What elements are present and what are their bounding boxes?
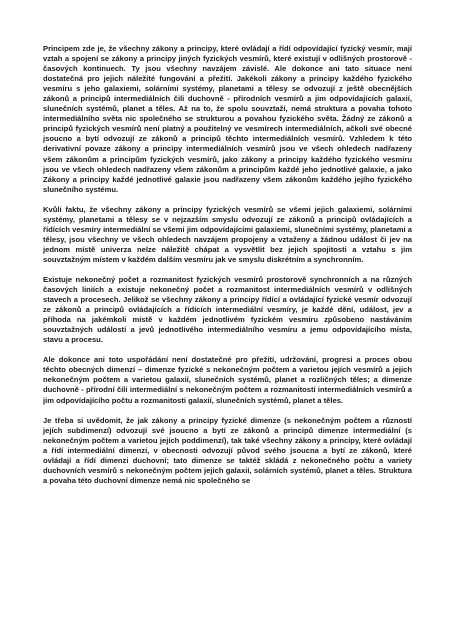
paragraph-1: Principem zde je, že všechny zákony a principy, které ovládají a řídí odpovídající fyzický vesmír, mají vztah a spojení se zákony a principy jiných fyzických vesmírů, které existují v odlišných prostorově - časových kontinuech. Ty jsou všechny navzájem závislé. Ale dokonce ani tato situace není dostatečná pro jejich náležité fungování a přežití. Jakékoli zákony a principy každého fyzického vesmíru s jeho galaxiemi, solárními systémy, planetami a tělesy se odvozují z ještě obecnějších zákonů a principů intermediálních čili duchovně - přírodních vesmírů a jim odpovídajících galaxií, slunečních systémů, planet a těles. Až na to, že spolu souvztaží, nemá struktura a povaha tohoto intermediálního světa nic společného se strukturou a povahou fyzického světa. Žádný ze zákonů a principů fyzických vesmírů není platný a použitelný ve vesmírech intermediálních, ačkoli své obecné jsoucno a bytí odvozují ze zákonů a principů těchto intermediálních vesmírů. Vzhledem k této derivativní povaze zákony a principy intermediálních vesmírů jsou ve všech ohledech nadřazeny všem zákonům a principům fyzických vesmírů, jako zákony a principy každého fyzického vesmíru jsou ve všech ohledech nadřazeny všem zákonům a principům každé jeho jednotlivé galaxie, a jako Zákony a principy každé jednotlivé galaxie jsou nadřazeny všem zákonům každého jejího fyzického slunečního systému. [43, 44, 412, 194]
paragraph-5: Je třeba si uvědomit, že jak zákony a principy fyzické dimenze (s nekonečným počtem a růzností jejích subdimenzí) odvozují své jsoucno a bytí ze zákonů a principů dimenze intermediální (s nekonečným počtem a varietou jejích poddimenzí), tak také všechny zákony a principy, které ovládají a řídí intermediální dimenzi, v obecnosti odvozují původ svého jsoucna a bytí ze zákonů, které ovládají a řídí dimenzi duchovní; tato dimenze se taktéž skládá z nekonečného počtu a variety duchovních vesmírů s nekonečným počtem jejich galaxií, solárních systémů, planet a těles. Struktura a povaha této duchovní dimenze nemá nic společného se [43, 415, 412, 485]
paragraph-4: Ale dokonce ani toto uspořádání není dostatečné pro přežití, udržování, progresi a proces obou těchto obecných dimenzí – dimenze fyzické s nekonečným počtem a varietou jejích vesmírů a jejich nekonečným počtem a varietou galaxií, slunečních systémů, planet a rozličných těles; a dimenze duchovně - přírodní čili intermediální s nekonečným počtem a rozmanitostí intermediálních vesmírů a jim odpovídajícího počtu a rozmanitosti galaxií, slunečních systémů, planet a těles. [43, 355, 412, 405]
paragraph-2: Kvůli faktu, že všechny zákony a principy fyzických vesmírů se všemi jejich galaxiemi, solárními systémy, planetami a tělesy se v nejzazším smyslu odvozují ze zákonů a principů ovládajících a řídících vesmíry intermediální se všemi jim odpovídajícími galaxiemi, slunečními systémy, planetami a tělesy, jsou všechny ve všech ohledech navzájem propojeny a vztaženy a žádnou událost či jev na jednom místě univerza nelze náležitě chápat a vysvětlit bez jejich spojitosti a vztahu s jim souvztažným místem v každém dalším vesmíru jak ve smyslu diskrétním a synchronním. [43, 204, 412, 264]
paragraph-3: Existuje nekonečný počet a rozmanitost fyzických vesmírů prostorově synchronních a na různých časových liniích a existuje nekonečný počet a rozmanitost intermediálních vesmírů v odlišných stavech a procesech. Jelikož se všechny zákony a principy řídící a ovládající fyzické vesmír odvozují ze zákonů a principů ovládajících a řídících intermediální vesmíry, je každé dění, událost, jev a příhoda na jakémkoli místě v každém jednotlivém fyzickém vesmíru způsobeno nastáváním souvztažných událostí a jevů jednotlivého intermediálního vesmíru a jemu odpovídajícího místa, stavu a procesu. [43, 274, 412, 345]
